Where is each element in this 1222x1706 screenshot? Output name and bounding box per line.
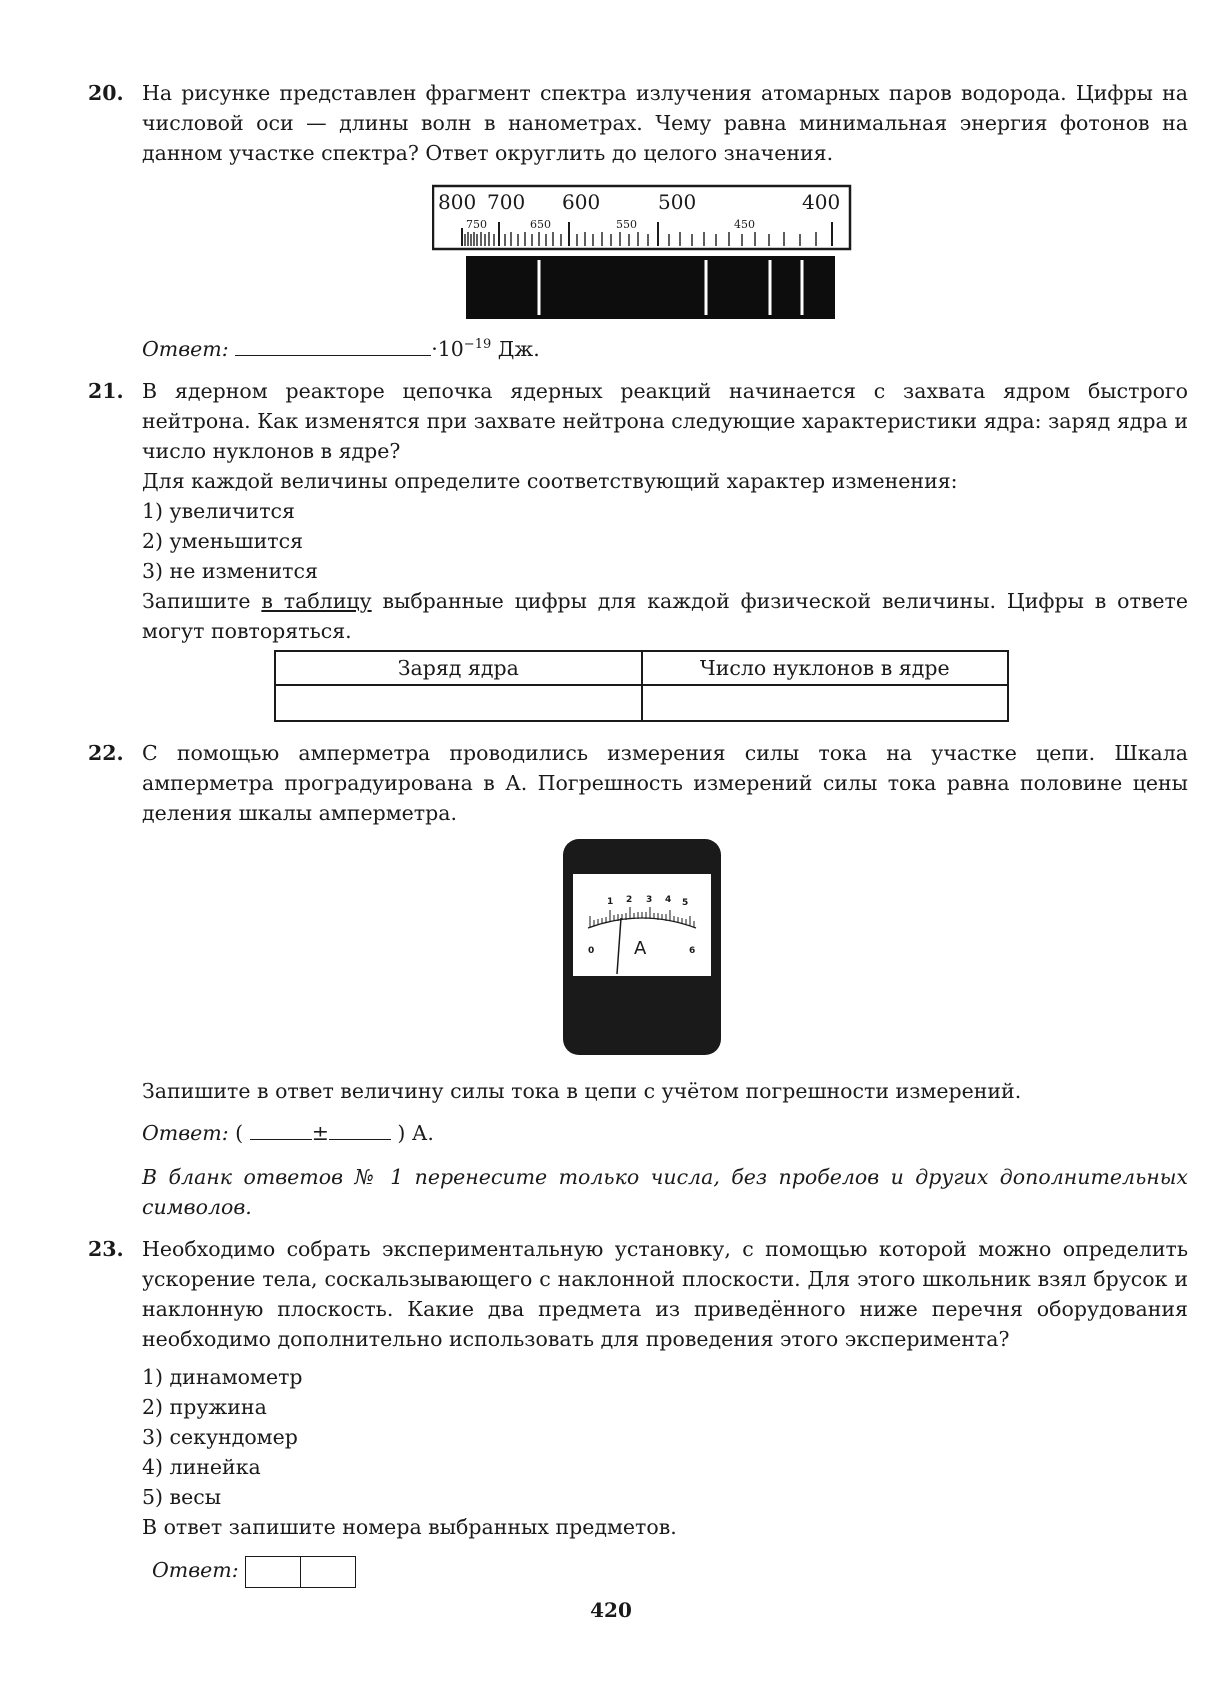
task-instruction: Для каждой величины определите соответствующий характер изменения: — [142, 469, 958, 493]
task-text: Необходимо собрать экспериментальную установку, с помощью которой можно определить ускорение тела, соскальзывающего с наклонной плоскости. Для этого школьник взял брусок и наклонную плоскость. Какие два предмета из приведённого ниже перечня оборудования необходимо дополнительно использовать для проведения этого эксперимента? — [142, 1237, 1188, 1351]
meter-label-6: 6 — [689, 946, 696, 956]
table-cell-charge[interactable] — [275, 685, 642, 721]
option-3: 3) не изменится — [142, 559, 318, 583]
write-suffix: выбранные цифры для каждой физической величины. Цифры в ответе могут повторяться. — [142, 589, 1188, 643]
task-20 — [88, 78, 1188, 168]
answer-open: ( — [228, 1121, 250, 1145]
meter-label-0: 0 — [588, 946, 595, 956]
task-text: На рисунке представлен фрагмент спектра излучения атомарных паров водорода. Цифры на числовой оси — длины волн в нанометрах. Чему равна минимальная энергия фотонов на данном участке спектра? Ответ округлить до целого значения. — [142, 81, 1188, 165]
task-text: В ядерном реакторе цепочка ядерных реакций начинается с захвата ядром быстрого нейтрона. Как изменятся при захвате нейтрона следующие характеристики ядра: заряд ядра и число нуклонов в ядре? — [142, 379, 1188, 463]
answer-label: Ответ: — [142, 337, 229, 361]
option-3: 3) секундомер — [142, 1425, 298, 1449]
table-header-nucleons: Число нуклонов в ядре — [642, 651, 1009, 685]
answer-box-2[interactable] — [300, 1556, 356, 1588]
task-22-note — [88, 1162, 1188, 1222]
scale-label-700: 700 — [487, 190, 526, 214]
option-5: 5) весы — [142, 1485, 222, 1509]
spectrum-svg — [432, 184, 852, 320]
ammeter-svg — [562, 838, 722, 1056]
meter-label-3: 3 — [646, 895, 653, 905]
meter-label-4: 4 — [665, 895, 672, 905]
task-instruction: Запишите в ответ величину силы тока в цепи с учётом погрешности измерений. — [142, 1079, 1022, 1103]
write-underlined: в таблицу — [261, 589, 372, 613]
task-number: 22. — [88, 741, 124, 765]
option-4: 4) линейка — [142, 1455, 261, 1479]
transfer-note: В бланк ответов № 1 перенесите только числа, без пробелов и других дополнительных символов. — [142, 1165, 1188, 1219]
answer-table — [274, 650, 1009, 722]
answer-value-blank[interactable] — [250, 1119, 312, 1140]
scale-label-500: 500 — [658, 190, 697, 214]
answer-exponent: −19 — [463, 337, 492, 353]
option-1: 1) увеличится — [142, 499, 295, 523]
task-number: 23. — [88, 1237, 124, 1261]
scale-label-800: 800 — [438, 190, 477, 214]
option-2: 2) пружина — [142, 1395, 267, 1419]
task-20-answer — [88, 334, 1188, 364]
meter-label-5: 5 — [682, 898, 689, 908]
task-22 — [88, 738, 1188, 828]
table-cell-nucleons[interactable] — [642, 685, 1009, 721]
emission-spectrum-band — [466, 256, 835, 319]
task-23 — [88, 1234, 1188, 1542]
answer-label: Ответ: — [142, 1121, 229, 1145]
meter-label-2: 2 — [626, 895, 633, 905]
answer-label: Ответ: — [152, 1558, 239, 1582]
scale-label-600: 600 — [562, 190, 601, 214]
task-22-instruction — [88, 1076, 1188, 1106]
meter-label-1: 1 — [607, 897, 614, 907]
ammeter-figure — [562, 838, 722, 1056]
scale-label-750: 750 — [466, 218, 487, 231]
meter-unit-label: А — [634, 938, 647, 959]
task-number: 20. — [88, 81, 124, 105]
page-number: 420 — [590, 1598, 632, 1622]
scale-label-550: 550 — [616, 218, 637, 231]
answer-error-blank[interactable] — [329, 1119, 391, 1140]
task-23-answer — [88, 1555, 1188, 1588]
option-1: 1) динамометр — [142, 1365, 303, 1389]
task-21 — [88, 376, 1188, 646]
scale-label-450: 450 — [734, 218, 755, 231]
table-header-charge: Заряд ядра — [275, 651, 642, 685]
write-prefix: Запишите — [142, 589, 262, 613]
write-instruction — [142, 586, 1188, 646]
answer-unit: Дж. — [491, 337, 540, 361]
answer-blank[interactable] — [235, 335, 431, 356]
scale-label-400: 400 — [802, 190, 841, 214]
scale-label-650: 650 — [530, 218, 551, 231]
answer-unit-prefix: ·10 — [431, 337, 464, 361]
task-number: 21. — [88, 379, 124, 403]
spectrum-figure — [432, 184, 852, 320]
option-2: 2) уменьшится — [142, 529, 303, 553]
task-22-answer — [88, 1118, 1188, 1148]
task-text: С помощью амперметра проводились измерения силы тока на участке цепи. Шкала амперметра проградуирована в А. Погрешность измерений силы тока равна половине цены деления шкалы амперметра. — [142, 741, 1188, 825]
answer-close: ) А. — [390, 1121, 434, 1145]
answer-plus-minus: ± — [311, 1121, 329, 1145]
answer-box-1[interactable] — [245, 1556, 301, 1588]
task-instruction: В ответ запишите номера выбранных предметов. — [142, 1515, 677, 1539]
